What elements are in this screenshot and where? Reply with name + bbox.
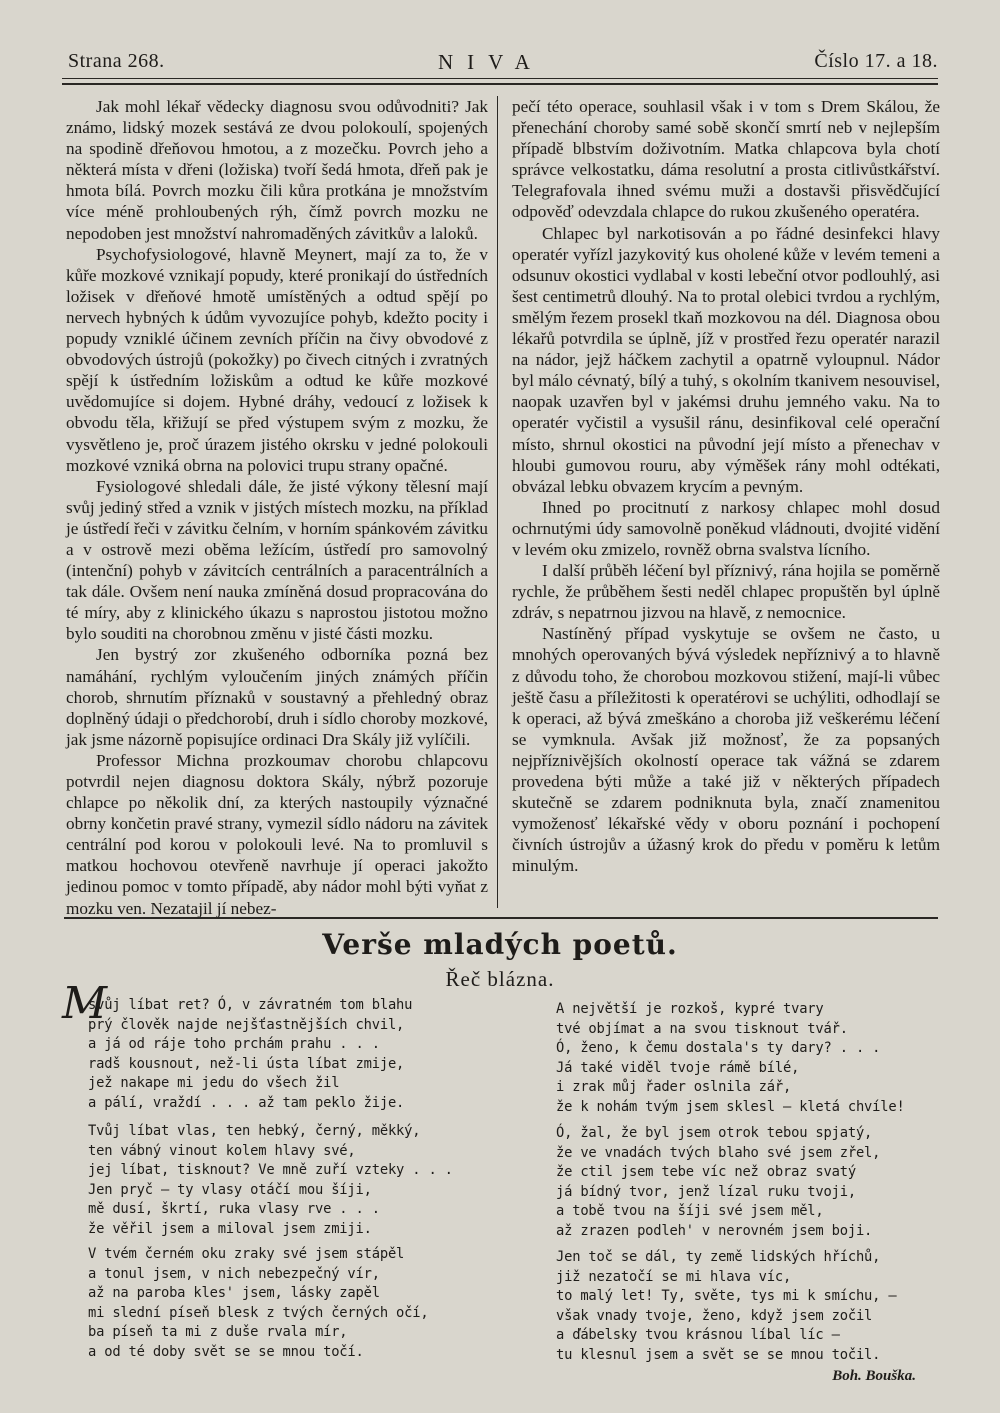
verse-line: že k nohám tvým jsem sklesl — kletá chvíle!	[556, 1098, 905, 1115]
verse-line: mi slední píseň blesk z tvých černých očí,	[88, 1304, 429, 1321]
verse-line: Ó, ženo, k čemu dostala's ty dary? . . .	[556, 1040, 881, 1057]
verse-line: A největší je rozkoš, kypré tvary	[556, 1001, 824, 1017]
verse-line: Ó, žal, že byl jsem otrok tebou spjatý,	[556, 1125, 873, 1141]
dropcap: M	[62, 978, 108, 1029]
verse-line: až na paroba kles' jsem, lásky zapěl	[88, 1285, 380, 1302]
verse-line: a od té doby svět se se mnou točí.	[88, 1343, 364, 1360]
verse-line: Jen toč se dál, ty země lidských hříchů,	[556, 1249, 881, 1265]
verse-line: jež nakape mi jedu do všech žil	[88, 1075, 340, 1092]
paragraph: Fysiologové shledali dále, že jisté výkony tělesní mají svůj jediný střed a vznik v jistých místech mozku, na příklad je ústředí řeči v závitku čelním, v horním spánkovém závitku a v ostrově mezi oběma ležícím, ústředí pro samovolný (intenční) pohyb v závitcích centrálních a paracentrálních a tak dále. Ovšem není nauka zmíněná dosud propracována do té míry, aby z klinického úkazu s naprostou jistotou možno bylo souditi na chorobnou změnu v jisté části mozku.	[66, 476, 488, 644]
section-rule	[64, 917, 938, 919]
poem-section-title: Verše mladých poetů.	[322, 928, 678, 961]
verse-line: to malý let! Ty, světe, tys mi k smíchu, —	[556, 1288, 897, 1305]
verse-line: Jen pryč — ty vlasy otáčí mou šíji,	[88, 1181, 372, 1198]
verse-line: a já od ráje toho prchám prahu . . .	[88, 1036, 380, 1053]
verse-line: V tvém černém oku zraky své jsem stápěl	[88, 1246, 405, 1262]
verse-line: a tobě tvou na šíji své jsem měl,	[556, 1203, 824, 1220]
verse-line: již nezatočí se mi hlava víc,	[556, 1268, 792, 1285]
poem-stanza	[556, 1000, 905, 1118]
left-column	[66, 96, 488, 919]
verse-line: až zrazen podleh' v nerovném jsem boji.	[556, 1222, 873, 1239]
verse-line: jej líbat, tisknout? Ve mně zuří vzteky . . .	[88, 1162, 453, 1179]
verse-line: že ve vnadách tvých blaho své jsem zřel,	[556, 1144, 881, 1161]
header-rule-thick	[62, 83, 938, 85]
poem-stanza	[88, 1122, 453, 1240]
verse-line: že věřil jsem a miloval jsem zmiji.	[88, 1220, 372, 1237]
verse-line: ten vábný vinout kolem hlavy své,	[88, 1142, 356, 1159]
verse-line: a ďábelsky tvou krásnou líbal líc —	[556, 1327, 840, 1344]
author-signature: Boh. Bouška.	[832, 1368, 916, 1384]
verse-line: ba píseň ta mi z duše rvala mír,	[88, 1324, 348, 1341]
header-rule-thin	[62, 78, 938, 79]
paragraph: I další průběh léčení byl příznivý, rána hojila se poměrně rychle, že průběhem šesti neděl chlapec propuštěn byl úplně zdráv, s nepatrnou jizvou na hlavě, z nemocnice.	[512, 561, 940, 623]
paragraph: Jak mohl lékař vědecky diagnosu svou odůvodniti? Jak známo, lidský mozek sestává ze dvou polokoulí, spojených na spodině dřeňovou hmotou, a z mozečku. Povrch jeho a některá místa v dřeni (ložiska) tvoří šedá hmota, dřeň pak je hmota bílá. Povrch mozku čili kůra protkána je množstvím více méně prohloubených rýh, čímž povrch mozku ne nepodoben jest množství nahromaděných závitkův a laloků.	[66, 97, 488, 243]
poem-stanza	[88, 996, 412, 1114]
column-divider	[497, 96, 498, 908]
verse-line: já bídný tvor, jenž lízal ruku tvoji,	[556, 1183, 856, 1200]
poem-title: Řeč blázna.	[445, 967, 555, 991]
verse-line: prý člověk najde nejšťastnějších chvil,	[88, 1016, 405, 1033]
verse-line: však vnady tvoje, ženo, když jsem zočil	[556, 1307, 873, 1324]
verse-line: i zrak můj řader oslnila zář,	[556, 1079, 792, 1096]
verse-line: Já také viděl tvoje rámě bílé,	[556, 1059, 800, 1076]
paragraph: Jen bystrý zor zkušeného odborníka pozná bez namáhání, rychlým vyloučením jiných známých příčin chorob, shrnutím příznaků v soustavný a přehledný obraz doplněný údaji o předchorobí, druh i sídlo choroby mozkové, jak jsme názorně popisujíce ordinaci Dra Skály již vylíčili.	[66, 645, 488, 749]
verse-line: radš kousnout, než-li ústa líbat zmije,	[88, 1055, 405, 1072]
masthead: NIVA	[438, 50, 544, 74]
verse-line: mě dusí, škrtí, ruka vlasy rve . . .	[88, 1201, 380, 1218]
poem-stanza	[556, 1124, 880, 1242]
verse-line: svůj líbat ret? Ó, v závratném tom blahu	[88, 997, 413, 1013]
paragraph: Chlapec byl narkotisován a po řádné desinfekci hlavy operatér vyřízl jazykovitý kus oholené kůže v levém temeni a odsunuv okostici vydlabal v kosti lebeční otvor podlouhlý, asi šest centimetrů dlouhý. Na to protal olebici tvrdou a rychlým, smělým řezem prosekl tkaň mozkovou na dél. Diagnosa obou lékařů potvrdila se úplně, jíž v prostřed řezu operatér narazil na nádor, jejž háčkem zachytil a opatrně vyloupnul. Nádor byl málo cévnatý, bílý a tuhý, s okolním tkanivem nesouvisel, naopak uzavřen byl v jakémsi druhu jemného vaku. Na to operatér vyčistil a vysušil ránu, desinfikoval celé operační místo, shrnul okostici na původní její místo a přenechav v hloubi gumovou rouru, aby výměšek rány mohl odtékati, obvázal lebku obvazem krycím a pevným.	[512, 223, 940, 496]
right-column	[512, 96, 940, 876]
verse-line: a tonul jsem, v nich nebezpečný vír,	[88, 1265, 380, 1282]
page-number: Strana 268.	[68, 50, 165, 72]
paragraph: Psychofysiologové, hlavně Meynert, mají za to, že v kůře mozkové vznikají popudy, které pronikají do ústředních ložisek v dřeňové hmotě umístěných a odtud spějí po nervech hybných k údům vyvozujíce pohyb, kdežto pocity i popudy vzniklé účinem zevních příčin na čivy obvodové z obvodových ústrojů (pokožky) po čivech citných i zvratných spějí k ústředním ložiskům a odtud ke kůře mozkové uvědomujíce si dojem. Hybné dráhy, vedoucí z ložisek k obvodu těla, křižují se před výstupem svým z mozku, že vysvětleno je, proč úrazem jistého okrsku v jedné polokouli mozkové vzniká obrna na polovici trupu strany opačné.	[66, 244, 488, 475]
verse-line: a pálí, vraždí . . . až tam peklo žije.	[88, 1094, 405, 1111]
paragraph: Ihned po procitnutí z narkosy chlapec mohl dosud ochrnutými údy samovolně poněkud vládnouti, dvojité vidění v levém oku zmizelo, rovněž obrna svalstva lícního.	[512, 497, 940, 559]
paragraph: pečí této operace, souhlasil však i v tom s Drem Skálou, že přenechání choroby samé sobě skončí smrtí neb v nejlepším případě blbstvím doživotním. Matka chlapcova byla chotí správce velkostatku, dáma resolutní a prosta citlivůstkářství. Telegrafovala ihned svému muži a dostavši přisvědčující odpověď odevzdala chlapce do rukou zkušeného operatéra.	[512, 97, 940, 222]
paragraph: Nastíněný případ vyskytuje se ovšem ne často, u mnohých operovaných bývá výsledek nepříznivý a to hlavně z důvodu toho, že chorobou mozkovou stižení, mají-li vůbec ještě času a příležitosti k operatérovi se uchýliti, odhodlají se k operaci, až bývá zmeškáno a choroba již veškerému léčení se vymknula. Avšak již možnosť, že za popsaných nejpříznivějších okolností operace tak vážná se zdarem provedena býti může a také již v některých případech skutečně se zdarem podniknuta byla, značí znamenitou vymoženosť lékařské vědy v oboru poznání i pochopení čivních ústrojův a úžasný krok do předu v poměru k letům minulým.	[512, 624, 940, 876]
paragraph: Professor Michna prozkoumav chorobu chlapcovu potvrdil nejen diagnosu doktora Skály, nýbrž pozoruje chlapce po několik dní, za kterých nastoupily význačné obrny končetin pravé strany, vymezil sídlo nádoru na závitek centrální pod korou v polokouli levé. Na to promluvil s matkou hochovou otevřeně navrhuje jí operaci jakožto jedinou pomoc v tomto případě, aby nádor mohl býti vyňat z mozku ven. Nezatajil jí nebez-	[66, 750, 488, 918]
verse-line: Tvůj líbat vlas, ten hebký, černý, měkký,	[88, 1123, 421, 1139]
verse-line: tvé objímat a na svou tisknout tvář.	[556, 1020, 848, 1037]
verse-line: tu klesnul jsem a svět se se mnou točil.	[556, 1346, 881, 1363]
poem-stanza	[88, 1245, 428, 1363]
issue-number: Číslo 17. a 18.	[814, 50, 938, 72]
verse-line: že ctil jsem tebe víc než obraz svatý	[556, 1164, 856, 1181]
poem-stanza	[556, 1248, 896, 1366]
